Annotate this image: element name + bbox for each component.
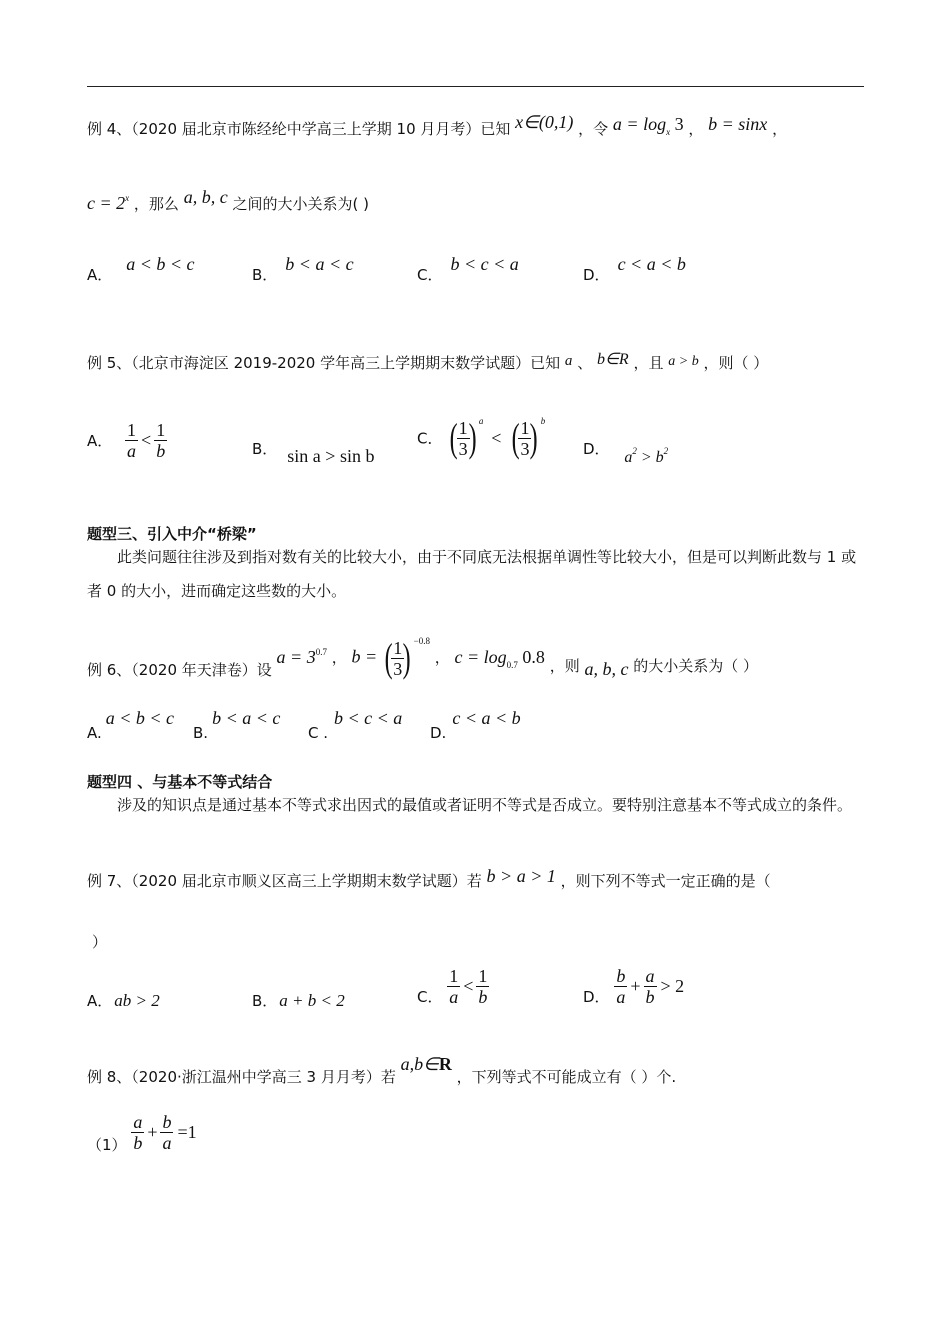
ex4-a-expr: $a = \log_x 3$: [612, 114, 684, 137]
ex7-option-c: C． $\frac{1}{a}$ < $\frac{1}{b}$: [417, 966, 488, 1007]
ex4-c-expr: $c = 2^x$: [87, 193, 130, 213]
ex4-cond-x: x∈(0,1): [515, 112, 574, 132]
ex5-option-a: A． $\frac{1}{a}$ < $\frac{1}{b}$: [87, 420, 166, 461]
ex7-option-b: B． a + b < 2: [252, 991, 345, 1010]
ex8-cond: a,b∈R: [400, 1054, 452, 1074]
ex5-bR: b∈R: [596, 351, 629, 368]
ex8-tail: ，下列等式不可能成立有（ ）个.: [456, 1068, 677, 1086]
ex6-option-a: A.a < b < c: [87, 708, 175, 742]
ex4-line1: [87, 112, 788, 139]
ex4-option-d: D．c < a < b: [583, 254, 686, 284]
ex6-vars: a, b, c: [584, 658, 629, 679]
ex4-option-b: B．b < a < c: [252, 254, 354, 284]
ex7-option-a: A． ab > 2: [87, 991, 160, 1010]
ex6-option-d: D.c < a < b: [430, 708, 521, 742]
type4-paragraph: 涉及的知识点是通过基本不等式求出因式的最值或者证明不等式是否成立。要特别注意基本不等式成立的条件。: [117, 796, 853, 814]
section-heading-type3: 题型三、引入中介“桥梁”: [87, 525, 257, 543]
ex6-prefix: 例 6、（2020 年天津卷）设: [87, 660, 272, 679]
ex8-prefix: 例 8、（2020·浙江温州中学高三 3 月月考）若: [87, 1068, 396, 1086]
ex5-sep: 、: [577, 354, 593, 372]
ex4-option-a: A．a < b < c: [87, 254, 195, 284]
ex5-tail: ，则（ ）: [703, 354, 769, 372]
ex4-sep1: ，令: [578, 120, 609, 138]
ex6-c-expr: $c = \log_{0.7} 0.8$: [454, 646, 545, 670]
ex7-prefix: 例 7、（2020 届北京市顺义区高三上学期期末数学试题）若: [87, 872, 482, 890]
ex8-line: [87, 1054, 677, 1086]
ex5-option-d: D． $a^2 > b^2$: [583, 440, 669, 466]
ex5-cond: a > b: [668, 354, 699, 369]
ex6-a-expr: $a = 3^{0.7}$: [276, 646, 327, 667]
ex4-line2-mid: ，那么: [133, 195, 179, 213]
ex5-option-b: B． sin a > sin b: [252, 440, 375, 466]
ex6-b-lhs: b =: [351, 646, 378, 667]
section-heading-type4: 题型四 、与基本不等式结合: [87, 773, 273, 791]
ex5-option-c: C． ( $\frac{1}{3}$ ) $^a$ < ( $\frac{1}{3}$ ) $^b$: [417, 415, 546, 460]
ex8-item-1: （1） $\frac{a}{b}$ + $\frac{b}{a}$ =1: [87, 1112, 197, 1154]
ex5-a: a: [564, 353, 573, 369]
ex6-line: 例 6、（2020 年天津卷）设 $a = 3^{0.7}$ ， b = ( $\frac{1}{3}$ ) $^{-0.8}$ ， $c = \log_{0.7} 0.8$ ，则 a, b, c 的大小关系为（ ）: [87, 635, 759, 680]
ex5-mid: ，且: [633, 354, 664, 372]
ex6-option-c: C .b < c < a: [308, 708, 403, 742]
ex7-close: ）: [92, 933, 108, 951]
ex4-sep3: ，: [772, 120, 788, 138]
ex7-option-d: D． $\frac{b}{a}$ + $\frac{a}{b}$ > 2: [583, 966, 685, 1007]
ex4-vars: a, b, c: [183, 187, 228, 207]
ex7-cond: b > a > 1: [486, 866, 556, 886]
type3-paragraph: 此类问题往往涉及到指对数有关的比较大小，由于不同底无法根据单调性等比较大小，但是可以判断此数与 1 或者 0 的大小，进而确定这些数的大小。: [87, 548, 857, 600]
ex4-b-expr: b = sinx: [708, 114, 768, 134]
ex5-prefix: 例 5、（北京市海淀区 2019-2020 学年高三上学期期末数学试题）已知: [87, 354, 561, 372]
ex4-line2: [87, 187, 369, 214]
ex5-line: [87, 352, 768, 373]
ex7-tail: ，则下列不等式一定正确的是（: [560, 872, 771, 890]
ex4-prefix: 例 4、（2020 届北京市陈经纶中学高三上学期 10 月月考）已知: [87, 120, 511, 138]
header-rule: [87, 86, 864, 87]
ex4-option-c: C．b < c < a: [417, 254, 519, 284]
ex4-sep2: ，: [688, 120, 704, 138]
ex4-line2-tail: 之间的大小关系为( ): [232, 195, 369, 213]
ex7-line: [87, 866, 771, 891]
ex6-option-b: B.b < a < c: [193, 708, 281, 742]
